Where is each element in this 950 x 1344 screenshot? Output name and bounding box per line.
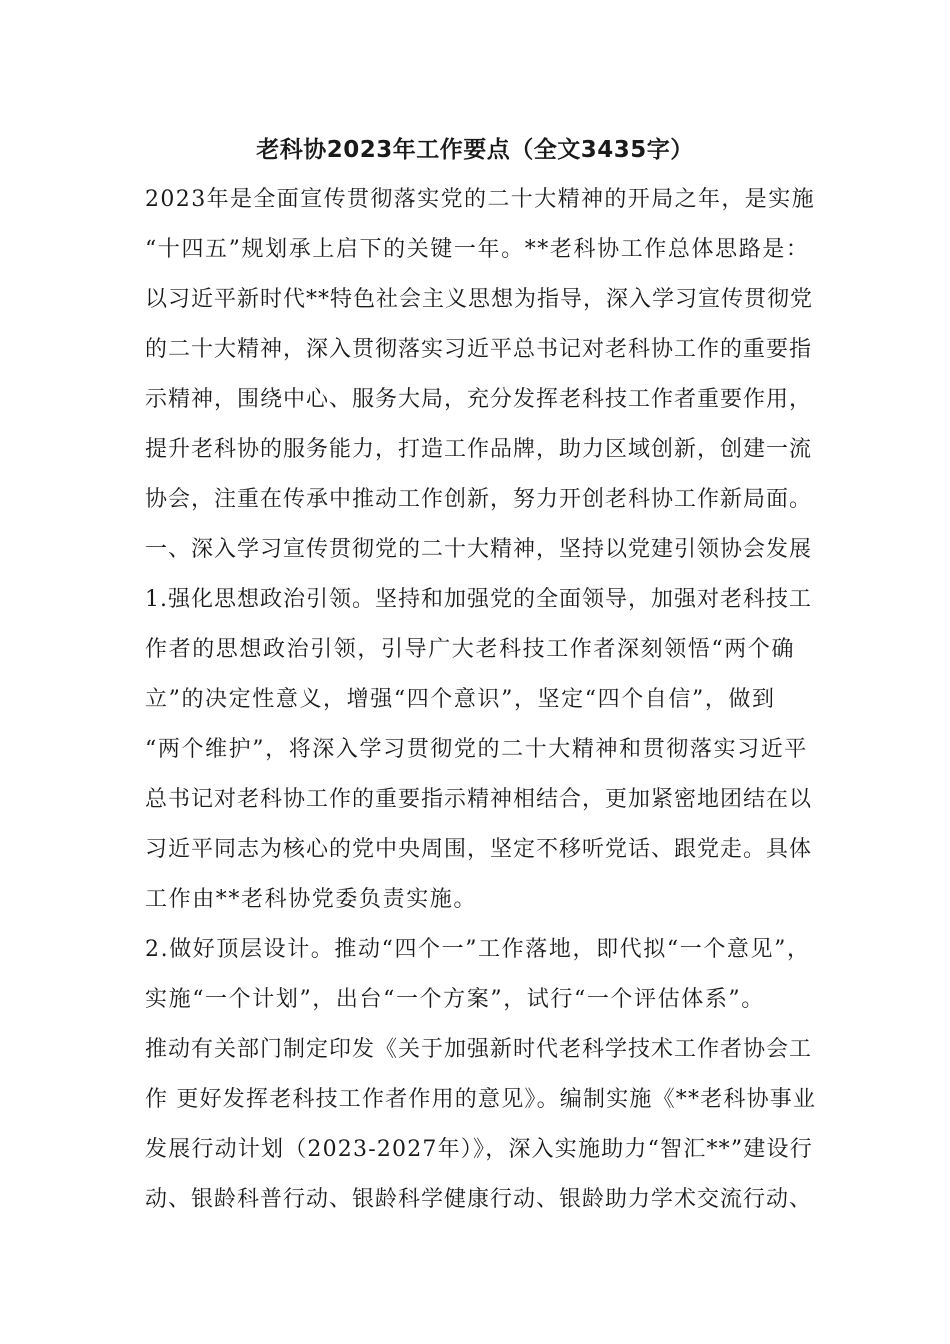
text-line: 1.强化思想政治引领。坚持和加强党的全面领导，加强对老科技工 [145, 587, 812, 612]
text-line: 的二十大精神，深入贯彻落实习近平总书记对老科协工作的重要指 [145, 337, 813, 362]
text-line: 工作由**老科协党委负责实施。 [145, 887, 478, 912]
text-line: 实施“一个计划”，出台“一个方案”，试行“一个评估体系”。 [145, 987, 765, 1012]
text-line: 立”的决定性意义，增强“四个意识”，坚定“四个自信”，做到 [145, 687, 776, 712]
text-line: 推动有关部门制定印发《关于加强新时代老科学技术工作者协会工 [145, 1037, 813, 1062]
text-line: 示精神，围绕中心、服务大局，充分发挥老科技工作者重要作用， [145, 387, 813, 412]
text-line: 作 更好发挥老科技工作者作用的意见》。编制实施《**老科协事业 [145, 1087, 817, 1112]
text-line: 习近平同志为核心的党中央周围，坚定不移听党话、跟党走。具体 [145, 837, 813, 862]
text-line: 2.做好顶层设计。推动“四个一”工作落地，即代拟“一个意见”， [145, 937, 811, 962]
document-body [145, 180, 817, 1230]
text-line: 以习近平新时代**特色社会主义思想为指导，深入学习宣传贯彻党 [145, 287, 814, 312]
text-line: 作者的思想政治引领，引导广大老科技工作者深刻领悟“两个确 [145, 637, 796, 662]
section-heading: 一、深入学习宣传贯彻党的二十大精神，坚持以党建引领协会发展 [145, 537, 813, 562]
text-line: 发展行动计划（2023-2027年）》，深入实施助力“智汇**”建设行 [145, 1137, 813, 1162]
text-line: “十四五”规划承上启下的关键一年。**老科协工作总体思路是： [145, 237, 810, 262]
text-line: 提升老科协的服务能力，打造工作品牌，助力区域创新，创建一流 [145, 437, 813, 462]
text-line: “两个维护”，将深入学习贯彻党的二十大精神和贯彻落实习近平 [145, 737, 808, 762]
text-line: 动、银龄科普行动、银龄科学健康行动、银龄助力学术交流行动、 [145, 1187, 813, 1212]
document-title: 老科协2023年工作要点（全文3435字） [256, 137, 694, 163]
text-line: 2023年是全面宣传贯彻落实党的二十大精神的开局之年，是实施 [145, 187, 815, 212]
text-line: 协会，注重在传承中推动工作创新，努力开创老科协工作新局面。 [145, 487, 813, 512]
text-line: 总书记对老科协工作的重要指示精神相结合，更加紧密地团结在以 [145, 787, 813, 812]
